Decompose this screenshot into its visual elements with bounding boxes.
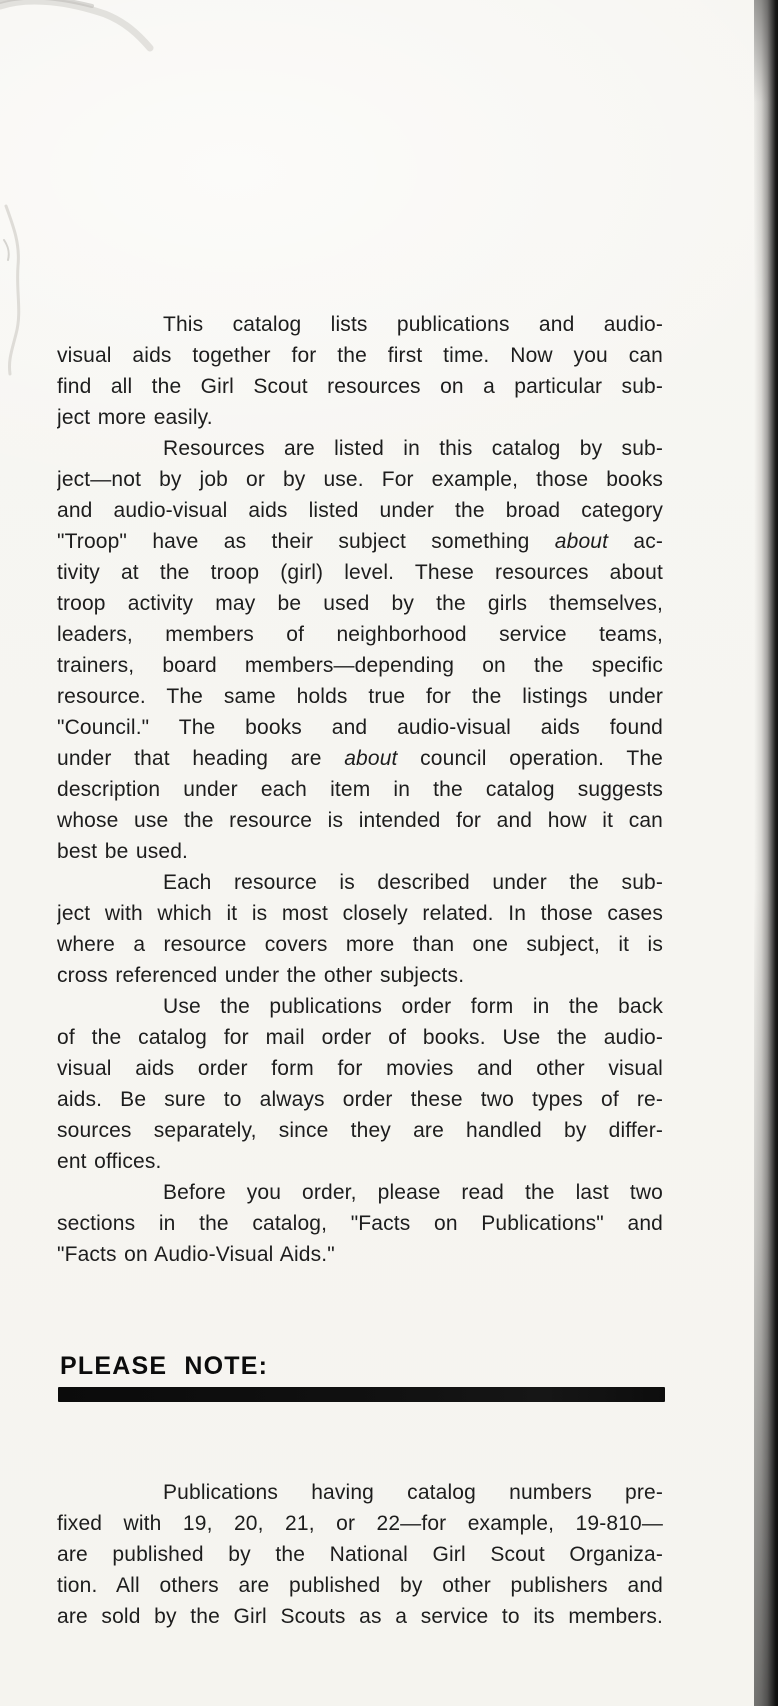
text-line: fixed with 19, 20, 21, or 22—for example, 19-810— xyxy=(57,1512,663,1535)
text-line: and audio-visual aids listed under the broad category xyxy=(57,499,663,522)
text-line: visual aids order form for movies and other visual xyxy=(57,1057,663,1080)
note-text-block xyxy=(57,1477,663,1632)
please-note-heading: PLEASE NOTE: xyxy=(60,1352,269,1380)
text-line: leaders, members of neighborhood service teams, xyxy=(57,623,663,646)
text-line: tion. All others are published by other publishers and xyxy=(57,1574,663,1597)
paragraph xyxy=(57,867,663,991)
text-line: "Troop" have as their subject something about ac- xyxy=(57,530,663,553)
text-line: Each resource is described under the sub- xyxy=(163,871,663,894)
text-line: tivity at the troop (girl) level. These resources about xyxy=(57,561,663,584)
left-edge-crease-mark xyxy=(0,200,40,380)
text-line: Resources are listed in this catalog by sub- xyxy=(163,437,663,460)
text-line: under that heading are about council operation. The xyxy=(57,747,663,770)
text-line: sections in the catalog, "Facts on Publications" and xyxy=(57,1212,663,1235)
paragraph xyxy=(57,309,663,433)
text-line: "Council." The books and audio-visual aids found xyxy=(57,716,663,739)
text-line: resource. The same holds true for the listings under xyxy=(57,685,663,708)
text-line: whose use the resource is intended for and how it can xyxy=(57,809,663,832)
paragraph xyxy=(57,1477,663,1632)
text-line: find all the Girl Scout resources on a particular sub- xyxy=(57,375,663,398)
text-line: Before you order, please read the last two xyxy=(163,1181,663,1204)
intro-text-block xyxy=(57,309,663,1270)
text-line: aids. Be sure to always order these two types of re- xyxy=(57,1088,663,1111)
text-line: This catalog lists publications and audio- xyxy=(163,313,663,336)
text-line: visual aids together for the first time. Now you can xyxy=(57,344,663,367)
text-line: ject—not by job or by use. For example, those books xyxy=(57,468,663,491)
text-line: are published by the National Girl Scout Organiza- xyxy=(57,1543,663,1566)
page-edge-shadow-overlay xyxy=(754,0,778,1706)
paragraph xyxy=(57,991,663,1177)
text-line: ject more easily. xyxy=(57,406,213,429)
text-line: "Facts on Audio-Visual Aids." xyxy=(57,1243,335,1266)
paragraph xyxy=(57,433,663,867)
text-line: Use the publications order form in the back xyxy=(163,995,663,1018)
corner-smudge-mark xyxy=(0,0,170,70)
text-line: of the catalog for mail order of books. Use the audio- xyxy=(57,1026,663,1049)
text-line: best be used. xyxy=(57,840,189,863)
text-line: cross referenced under the other subjects. xyxy=(57,964,465,987)
text-line: Publications having catalog numbers pre- xyxy=(163,1481,663,1504)
text-line: are sold by the Girl Scouts as a service to its members. xyxy=(57,1605,663,1628)
heading-divider-bar xyxy=(58,1387,665,1402)
text-line: sources separately, since they are handled by differ- xyxy=(57,1119,663,1142)
text-line: troop activity may be used by the girls themselves, xyxy=(57,592,663,615)
paragraph xyxy=(57,1177,663,1270)
text-line: ent offices. xyxy=(57,1150,162,1173)
text-line: description under each item in the catalog suggests xyxy=(57,778,663,801)
text-line: ject with which it is most closely related. In those cases xyxy=(57,902,663,925)
text-line: trainers, board members—depending on the specific xyxy=(57,654,663,677)
text-line: where a resource covers more than one subject, it is xyxy=(57,933,663,956)
